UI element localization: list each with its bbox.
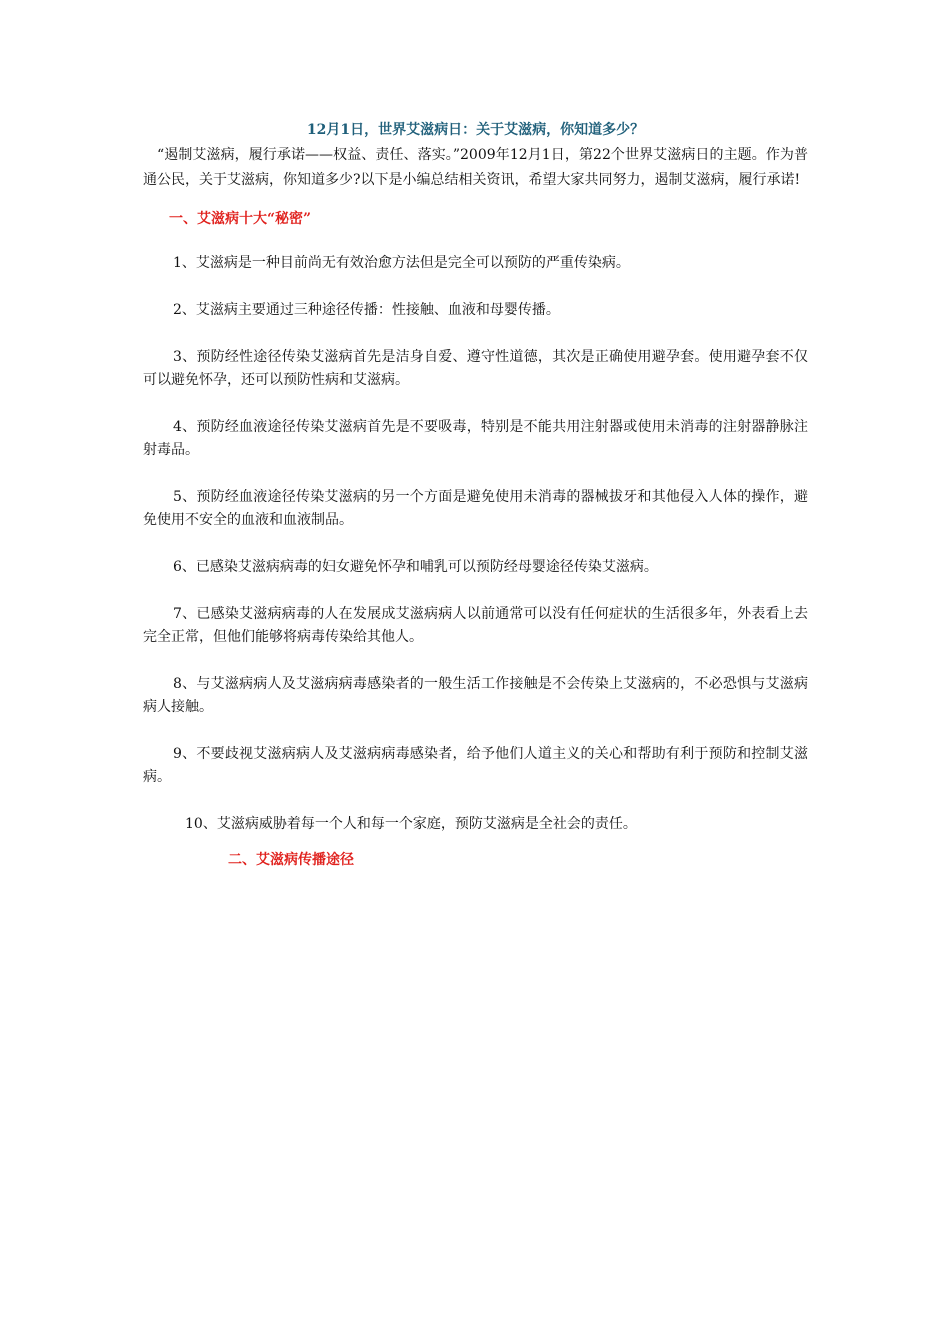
list-item: 9、不要歧视艾滋病病人及艾滋病病毒感染者，给予他们人道主义的关心和帮助有利于预防和控制艾滋病。: [143, 746, 808, 785]
section-heading-secrets: 一、艾滋病十大“秘密”: [169, 211, 312, 227]
document-page: [143, 120, 808, 870]
list-item: 10、艾滋病威胁着每一个人和每一个家庭，预防艾滋病是全社会的责任。: [185, 816, 637, 832]
list-item: 3、预防经性途径传染艾滋病首先是洁身自爱、遵守性道德，其次是正确使用避孕套。使用避孕套不仅可以避免怀孕，还可以预防性病和艾滋病。: [143, 349, 808, 388]
section-heading-transmission: 二、艾滋病传播途径: [228, 852, 354, 868]
document-title: 12月1日，世界艾滋病日：关于艾滋病，你知道多少？: [306, 122, 645, 138]
intro-paragraph: “遏制艾滋病，履行承诺——权益、责任、落实。”2009年12月1日，第22个世界艾滋病日的主题。作为普通公民，关于艾滋病，你知道多少?以下是小编总结相关资讯，希望大家共同努力，遏制艾滋病，履行承诺!: [143, 147, 808, 188]
secrets-list: [143, 252, 808, 836]
list-item: 4、预防经血液途径传染艾滋病首先是不要吸毒，特别是不能共用注射器或使用未消毒的注射器静脉注射毒品。: [143, 419, 808, 458]
list-item: 6、已感染艾滋病病毒的妇女避免怀孕和哺乳可以预防经母婴途径传染艾滋病。: [173, 559, 658, 575]
list-item: 7、已感染艾滋病病毒的人在发展成艾滋病病人以前通常可以没有任何症状的生活很多年，外表看上去完全正常，但他们能够将病毒传染给其他人。: [143, 606, 808, 645]
list-item: 5、预防经血液途径传染艾滋病的另一个方面是避免使用未消毒的器械拔牙和其他侵入人体的操作，避免使用不安全的血液和血液制品。: [143, 489, 808, 528]
list-item: 8、与艾滋病病人及艾滋病病毒感染者的一般生活工作接触是不会传染上艾滋病的，不必恐惧与艾滋病病人接触。: [143, 676, 808, 715]
list-item: 1、艾滋病是一种目前尚无有效治愈方法但是完全可以预防的严重传染病。: [173, 255, 630, 271]
list-item: 2、艾滋病主要通过三种途径传播：性接触、血液和母婴传播。: [173, 302, 560, 318]
